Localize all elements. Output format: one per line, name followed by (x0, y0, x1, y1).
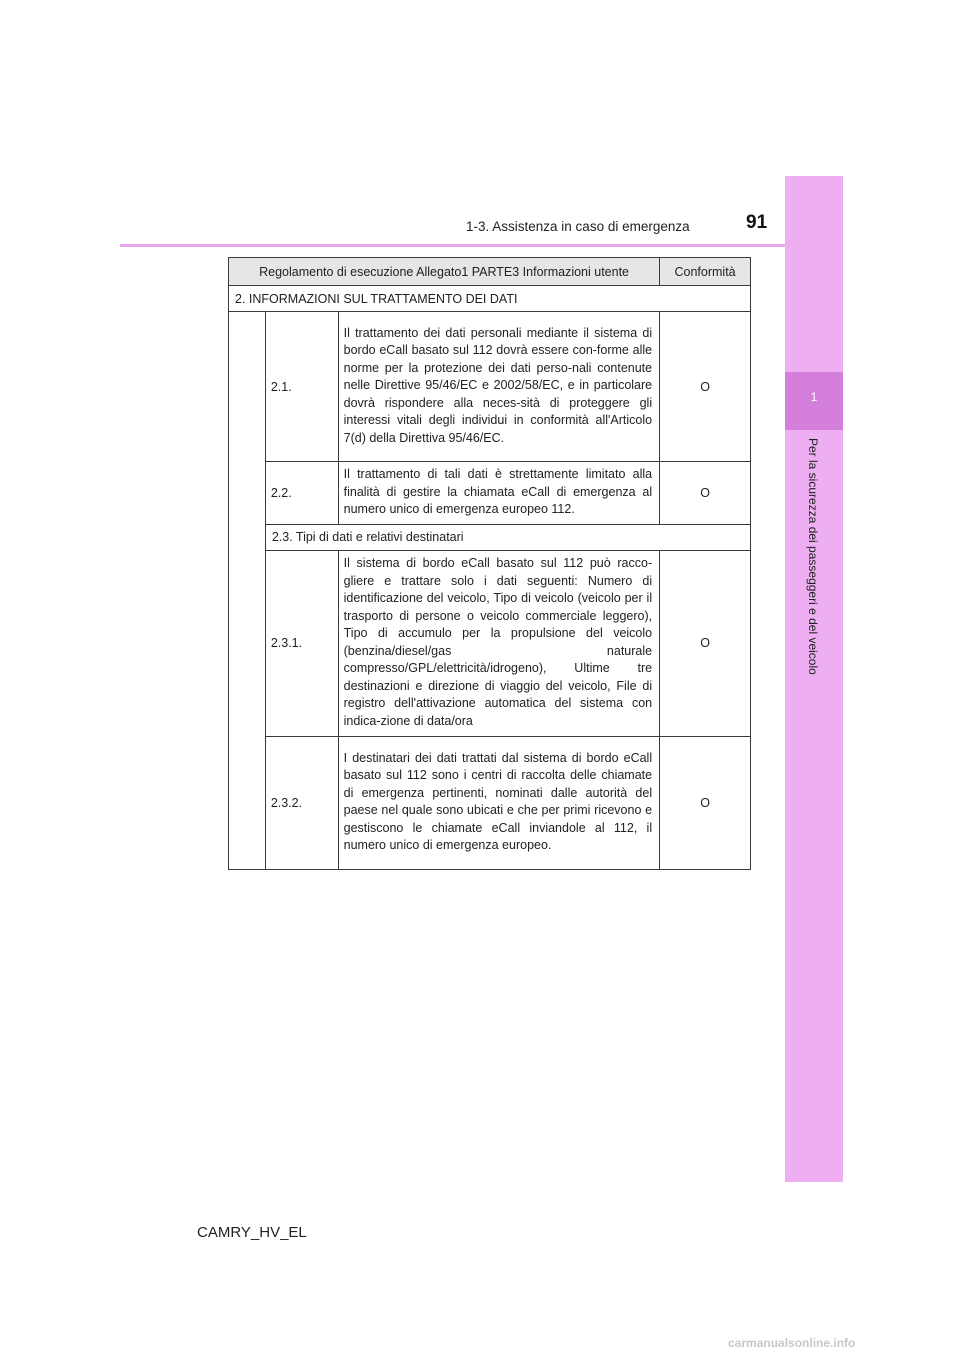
conformity-mark: O (660, 550, 751, 736)
table-subsection-row (229, 524, 751, 550)
subsection-heading: 2.3. Tipi di dati e relativi destinatari (265, 524, 750, 550)
conformity-mark: O (660, 312, 751, 462)
item-text: I destinatari dei dati trattati dal sistema di bordo eCall basato sul 112 sono i centri di raccolta delle chiamate di emergenza pertinenti, nominati dalle autorità del paese nel quale sono ubicati e che per primi ricevono e gestiscono le chiamate eCall inviandole al 112, il numero unico di emergenza europeo. (338, 736, 659, 869)
table-row (229, 312, 751, 462)
footer-model-code: CAMRY_HV_EL (197, 1224, 307, 1241)
item-number: 2.2. (265, 462, 338, 525)
header-divider (120, 244, 842, 247)
page-number: 91 (746, 212, 768, 233)
table-row (229, 736, 751, 869)
section-heading: 2. INFORMAZIONI SUL TRATTAMENTO DEI DATI (229, 286, 751, 312)
conformity-mark: O (660, 736, 751, 869)
chapter-number: 1 (810, 390, 818, 404)
table-section-row (229, 286, 751, 312)
item-number: 2.3.2. (265, 736, 338, 869)
table-row (229, 462, 751, 525)
column-header-regulation: Regolamento di esecuzione Allegato1 PARTE3 Informazioni utente (229, 258, 660, 286)
chapter-title-text: Per la sicurezza dei passeggeri e del veicolo (806, 438, 820, 675)
item-number: 2.1. (265, 312, 338, 462)
conformity-mark: O (660, 462, 751, 525)
table-header-row (229, 258, 751, 286)
watermark-text: carmanualsonline.info (728, 1336, 856, 1350)
indent-cell (229, 312, 266, 870)
regulation-table (228, 257, 751, 870)
item-text: Il trattamento dei dati personali mediante il sistema di bordo eCall basato sul 112 dovrà essere con-forme alle norme per la protezione dei dati perso-nali contenute nelle Direttive 95/46/EC e 2002/58/EC, e in particolare dovrà rispondere alla neces-sità di proteggere gli interessi vitali degli individui in conformità all'Articolo 7(d) della Direttiva 95/46/EC. (338, 312, 659, 462)
item-number: 2.3.1. (265, 550, 338, 736)
column-header-conformity: Conformità (660, 258, 751, 286)
header-section-title: 1-3. Assistenza in caso di emergenza (466, 219, 690, 234)
item-text: Il sistema di bordo eCall basato sul 112 può racco-gliere e trattare solo i dati seguenti: Numero di identificazione del veicolo, Tipo di veicolo (veicolo per il trasporto di persone o veicolo commerciale leggero), Tipo di accumulo per la propulsione del veicolo (benzina/diesel/gas naturale compresso/GPL/elettricità/idrogeno), Ultime tre destinazioni e direzione di viaggio del veicolo, File di registro dell'attivazione automatica del sistema con indica-zione di data/ora (338, 550, 659, 736)
chapter-title-vertical (806, 438, 830, 698)
item-text: Il trattamento di tali dati è strettamente limitato alla finalità di gestire la chiamata eCall di emergenza al numero unico di emergenza europeo 112. (338, 462, 659, 525)
table-row (229, 550, 751, 736)
